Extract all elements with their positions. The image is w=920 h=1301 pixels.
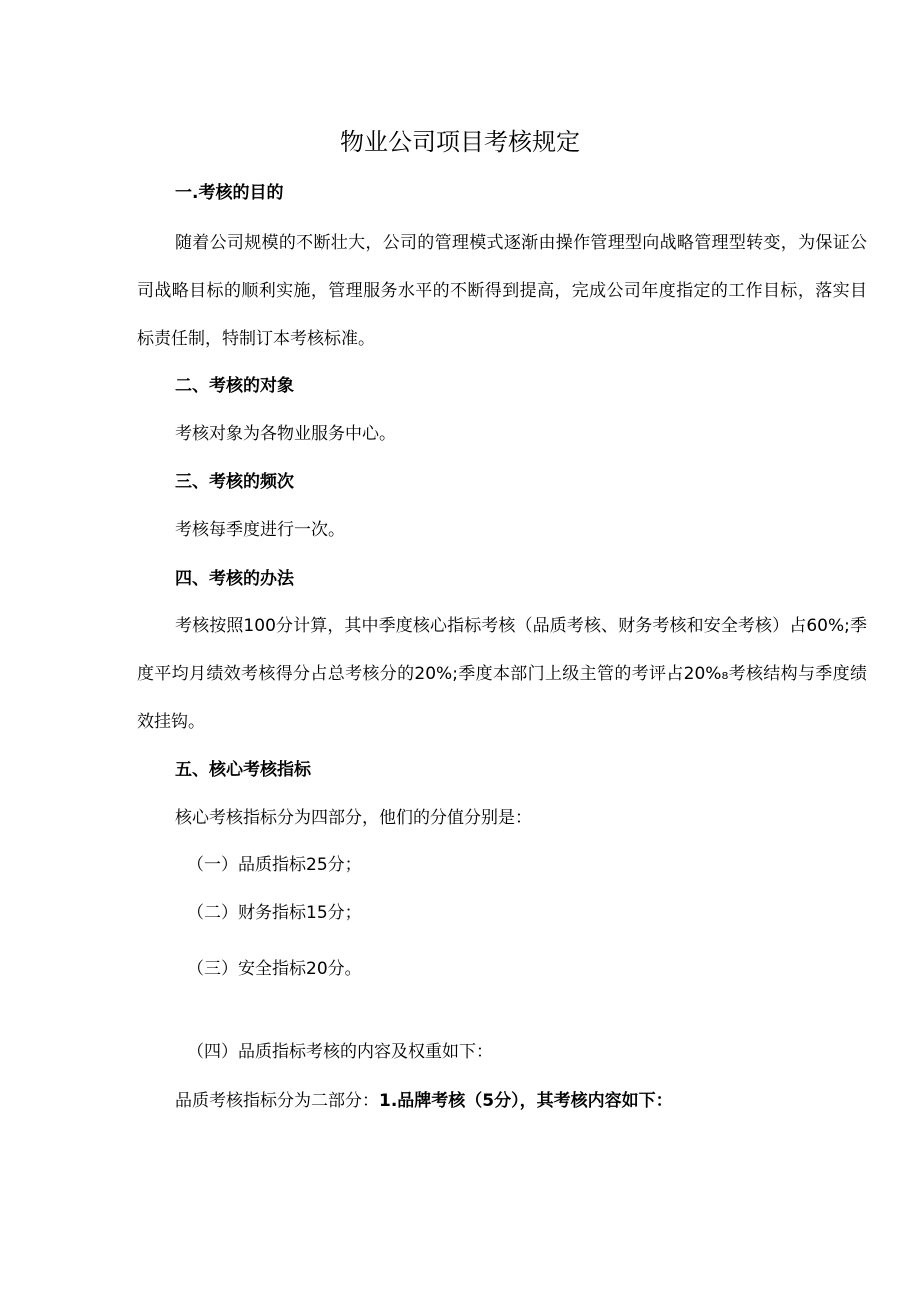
paragraph-core-intro: 核心考核指标分为四部分，他们的分值分别是： bbox=[175, 808, 532, 828]
section-heading-purpose: 一.考核的目的 bbox=[175, 183, 284, 203]
list-item-quality-weights: （四）品质指标考核的内容及权重如下： bbox=[187, 1042, 493, 1062]
paragraph-purpose: 随着公司规模的不断壮大，公司的管理模式逐渐由操作管理型向战略管理型转变，为保证公司战略目标的顺利实施，管理服务水平的不断得到提高，完成公司年度指定的工作目标，落实目标责任制，特制订本考核标准。 bbox=[137, 233, 867, 349]
list-item-finance: （二）财务指标15分； bbox=[187, 903, 362, 923]
list-item-safety: （三）安全指标20分。 bbox=[187, 959, 362, 979]
section-heading-method: 四、考核的办法 bbox=[175, 569, 294, 589]
section-heading-target: 二、考核的对象 bbox=[175, 376, 294, 396]
section-heading-frequency: 三、考核的频次 bbox=[175, 472, 294, 492]
quality-parts-prefix: 品质考核指标分为二部分： bbox=[175, 1091, 379, 1111]
list-item-quality: （一）品质指标25分； bbox=[187, 855, 362, 875]
brand-assessment-label: 1.品牌考核（5分），其考核内容如下： bbox=[379, 1091, 673, 1111]
paragraph-frequency: 考核每季度进行一次。 bbox=[175, 520, 345, 540]
paragraph-quality-parts bbox=[175, 1089, 673, 1113]
paragraph-method: 考核按照100分计算，其中季度核心指标考核（品质考核、财务考核和安全考核）占60%;季度平均月绩效考核得分占总考核分的20%;季度本部门上级主管的考评占20%₈考核结构与季度绩效挂钩。 bbox=[137, 616, 867, 732]
section-heading-core-indicators: 五、核心考核指标 bbox=[175, 760, 311, 780]
document-title: 物业公司项目考核规定 bbox=[340, 128, 580, 156]
paragraph-target: 考核对象为各物业服务中心。 bbox=[175, 424, 396, 444]
